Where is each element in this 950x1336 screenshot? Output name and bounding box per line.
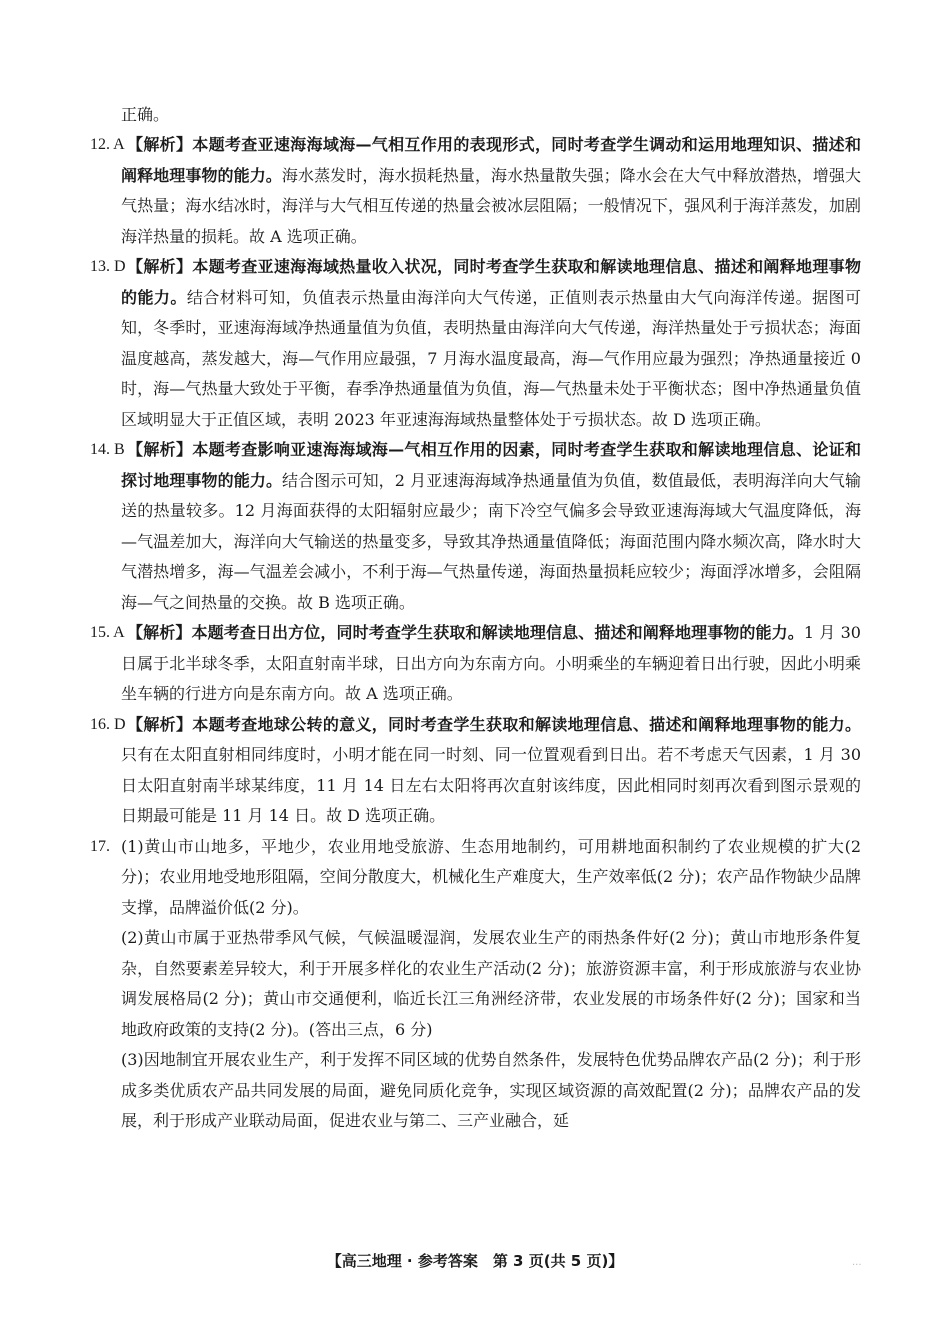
answer-number: 17.	[90, 837, 110, 855]
sub-answer-2: (2)黄山市属于亚热带季风气候，气候温暖湿润，发展农业生产的雨热条件好(2 分)；黄山市地形条件复杂，自然要素差异较大，利于开展多样化的农业生产活动(2 分)；旅游资源丰富，利于形成旅游与农业协调发展格局(2 分)；黄山市交通便利，临近长江三角洲经济带，农业发展的市场条件好(2 分)；国家和当地政府政策的支持(2 分)。(答出三点，6 分)	[121, 928, 861, 1039]
analysis-summary: 本题考查亚速海海域热量收入状况，同时考查学生获取和解读地理信息、描述和阐释地理事物的能力。	[121, 257, 861, 307]
analysis-summary: 本题考查地球公转的意义，同时考查学生获取和解读地理信息、描述和阐释地理事物的能力。	[192, 714, 861, 734]
answer-item-14	[90, 435, 861, 618]
answer-number: 13. D	[90, 258, 126, 275]
analysis-summary: 本题考查亚速海海域海—气相互作用的表现形式，同时考查学生调动和运用地理知识、描述和阐释地理事物的能力。	[121, 135, 861, 185]
analysis-tag: 【解析】	[127, 440, 193, 459]
answer-item-15	[90, 618, 861, 710]
page-footer: 【高三地理 · 参考答案 第 3 页(共 5 页)】	[326, 1252, 624, 1270]
sub-answer-1: (1)黄山市山地多，平地少，农业用地受旅游、生态用地制约，可用耕地面积制约了农业规模的扩大(2 分)；农业用地受地形阻隔，空间分散度大，机械化生产难度大，生产效率低(2 分)；农产品作物缺少品牌支撑，品牌溢价低(2 分)。	[121, 836, 861, 917]
answer-number: 12. A	[90, 136, 125, 153]
analysis-body: 结合材料可知，负值表示热量由海洋向大气传递，正值则表示热量由大气向海洋传递。据图可知，冬季时，亚速海海域净热通量值为负值，表明热量由海洋向大气传递，海洋热量处于亏损状态；海面温度越高，蒸发越大，海—气作用应最强，7 月海水温度最高，海—气作用应最为强烈；净热通量接近 0 时，海—气热量大致处于平衡，春季净热通量值为负值，海—气热量未处于平衡状态；图中净热通量负值区域明显大于正值区域，表明 2023 年亚速海海域热量整体处于亏损状态。故 D 选项正确。	[121, 287, 861, 429]
answer-item-17	[90, 832, 861, 1137]
answer-item-16	[90, 710, 861, 832]
answer-number: 16. D	[90, 715, 126, 733]
analysis-tag: 【解析】	[127, 257, 193, 276]
analysis-body: 只有在太阳直射相同纬度时，小明才能在同一时刻、同一位置观看到日出。若不考虑天气因素，1 月 30 日太阳直射南半球某纬度，11 月 14 日左右太阳将再次直射该纬度，因此相同时刻再次看到图示景观的日期最可能是 11 月 14 日。故 D 选项正确。	[121, 745, 861, 825]
answer-number: 15. A	[90, 624, 125, 641]
analysis-summary: 本题考查日出方位，同时考查学生获取和解读地理信息、描述和阐释地理事物的能力。	[191, 623, 804, 642]
answer-list	[90, 130, 861, 1137]
analysis-body: 结合图示可知，2 月亚速海海域净热通量值为负值，数值最低，表明海洋向大气输送的热量较多。12 月海面获得的太阳辐射应最少；南下冷空气偏多会导致亚速海海域大气温度降低，海—气温差加大，海洋向大气输送的热量变多，导致其净热通量值降低；海面范围内降水频次高，降水时大气潜热增多，海—气温差会减小，不利于海—气热量传递，海面热量损耗应较少；海面浮冰增多，会阻隔海—气之间热量的交换。故 B 选项正确。	[121, 470, 861, 612]
analysis-tag: 【解析】	[127, 623, 192, 642]
answer-number: 14. B	[90, 441, 125, 458]
analysis-body: 1 月 30 日属于北半球冬季，太阳直射南半球，日出方向为东南方向。小明乘坐的车辆迎着日出行驶，因此小明乘坐车辆的行进方向是东南方向。故 A 选项正确。	[121, 623, 861, 703]
corner-mark: ...	[852, 1257, 862, 1268]
continued-text: 正确。	[121, 105, 170, 124]
analysis-tag: 【解析】	[127, 714, 193, 734]
sub-answer-3: (3)因地制宜开展农业生产，利于发挥不同区域的优势自然条件，发展特色优势品牌农产品(2 分)；利于形成多类优质农产品共同发展的局面，避免同质化竞争，实现区域资源的高效配置(2 分)；品牌农产品的发展，利于形成产业联动局面，促进农业与第二、三产业融合，延	[121, 1050, 861, 1130]
answer-item-13	[90, 252, 861, 435]
analysis-body: 海水蒸发时，海水损耗热量，海水热量散失强；降水会在大气中释放潜热，增强大气热量；海水结冰时，海洋与大气相互传递的热量会被冰层阻隔；一般情况下，强风利于海洋蒸发，加剧海洋热量的损耗。故 A 选项正确。	[121, 165, 861, 246]
analysis-tag: 【解析】	[127, 135, 193, 154]
answer-item-12	[90, 130, 861, 252]
analysis-summary: 本题考查影响亚速海海域海—气相互作用的因素，同时考查学生获取和解读地理信息、论证和探讨地理事物的能力。	[121, 440, 861, 490]
